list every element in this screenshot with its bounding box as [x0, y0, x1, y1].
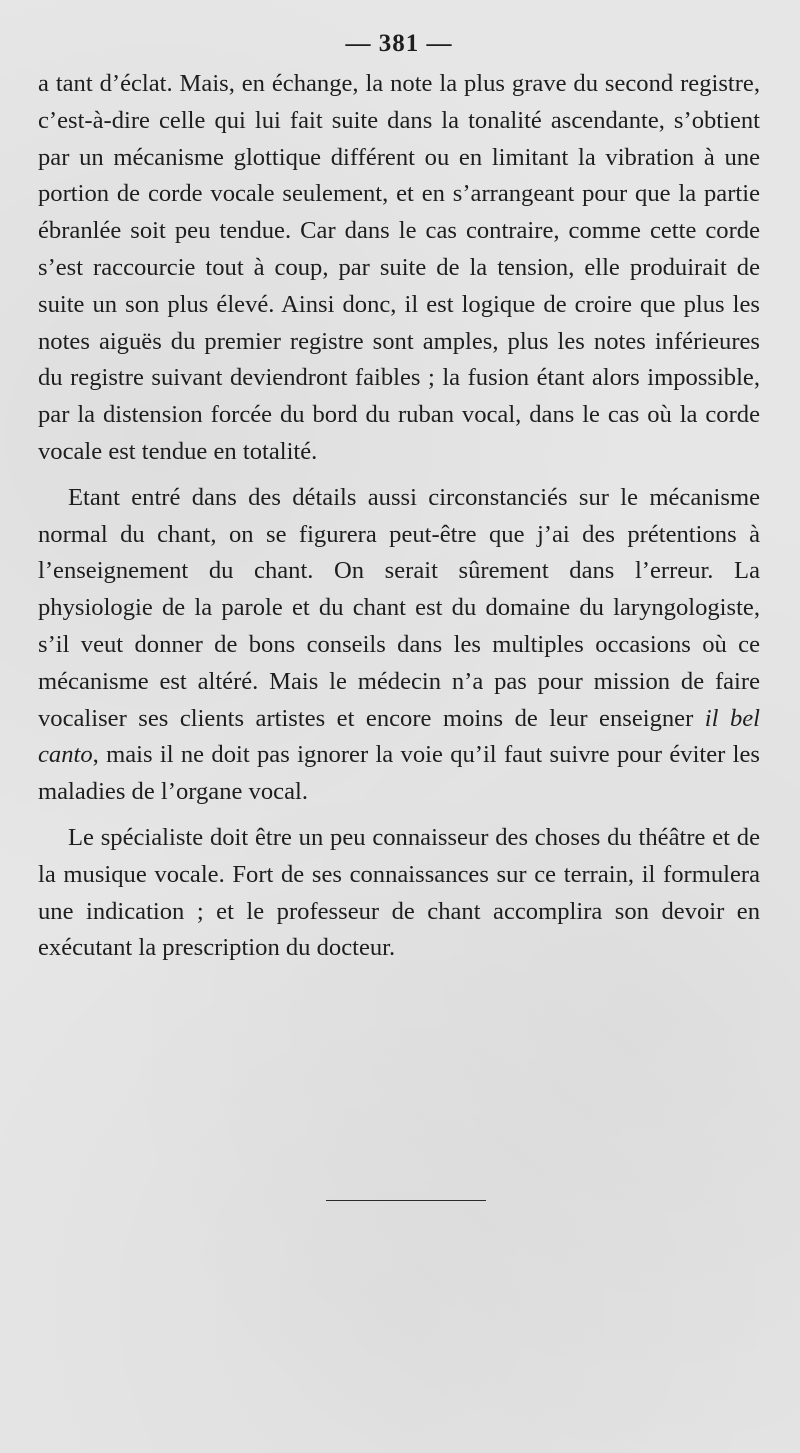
paragraph-3 — [38, 820, 760, 967]
paragraph-3-text: Le spécialiste doit être un peu connaisseur des choses du théâtre et de la musique vocale. Fort de ses connaissances sur ce terrain, il formulera une indication ; et le professeur de chant accomplira son devoir en exécutant la prescription du docteur. — [38, 823, 760, 962]
paragraph-1-text: a tant d’éclat. Mais, en échange, la note la plus grave du second registre, c’est-à-dire celle qui lui fait suite dans la tonalité ascendante, s’obtient par un mécanisme glottique différent ou en limitant la vibration à une portion de corde vocale seulement, et en s’arrangeant pour que la partie ébranlée soit peu tendue. Car dans le cas contraire, comme cette corde s’est raccourcie tout à coup, par suite de la tension, elle produirait de suite un son plus élevé. Ainsi donc, il est logique de croire que plus les notes aiguës du premier registre sont amples, plus les notes inférieures du registre suivant deviendront faibles ; la fusion étant alors impossible, par la distension forcée du bord du ruban vocal, dans le cas où la corde vocale est tendue en totalité. — [38, 70, 760, 465]
paragraph-2-text-b: , mais il ne doit pas ignorer la voie qu’il faut suivre pour éviter les maladies de l’organe vocal. — [38, 741, 760, 806]
paragraph-2 — [38, 480, 760, 811]
paragraph-1 — [38, 66, 760, 471]
book-page — [38, 26, 760, 976]
paragraph-2-text-a: Etant entré dans des détails aussi circonstanciés sur le mécanisme normal du chant, on se figurera peut-être que j’ai des prétentions à l’enseignement du chant. On serait sûrement dans l’erreur. La physiologie de la parole et du chant est du domaine du laryngologiste, s’il veut donner de bons conseils dans les multiples occasions où ce mécanisme est altéré. Mais le médecin n’a pas pour mission de faire vocaliser ses clients artistes et encore moins de leur enseigner — [38, 483, 760, 732]
section-end-rule — [326, 1200, 486, 1201]
page-number: — 381 — — [345, 30, 453, 57]
body-text — [38, 66, 760, 967]
italic-phrase: il bel canto — [38, 704, 760, 769]
